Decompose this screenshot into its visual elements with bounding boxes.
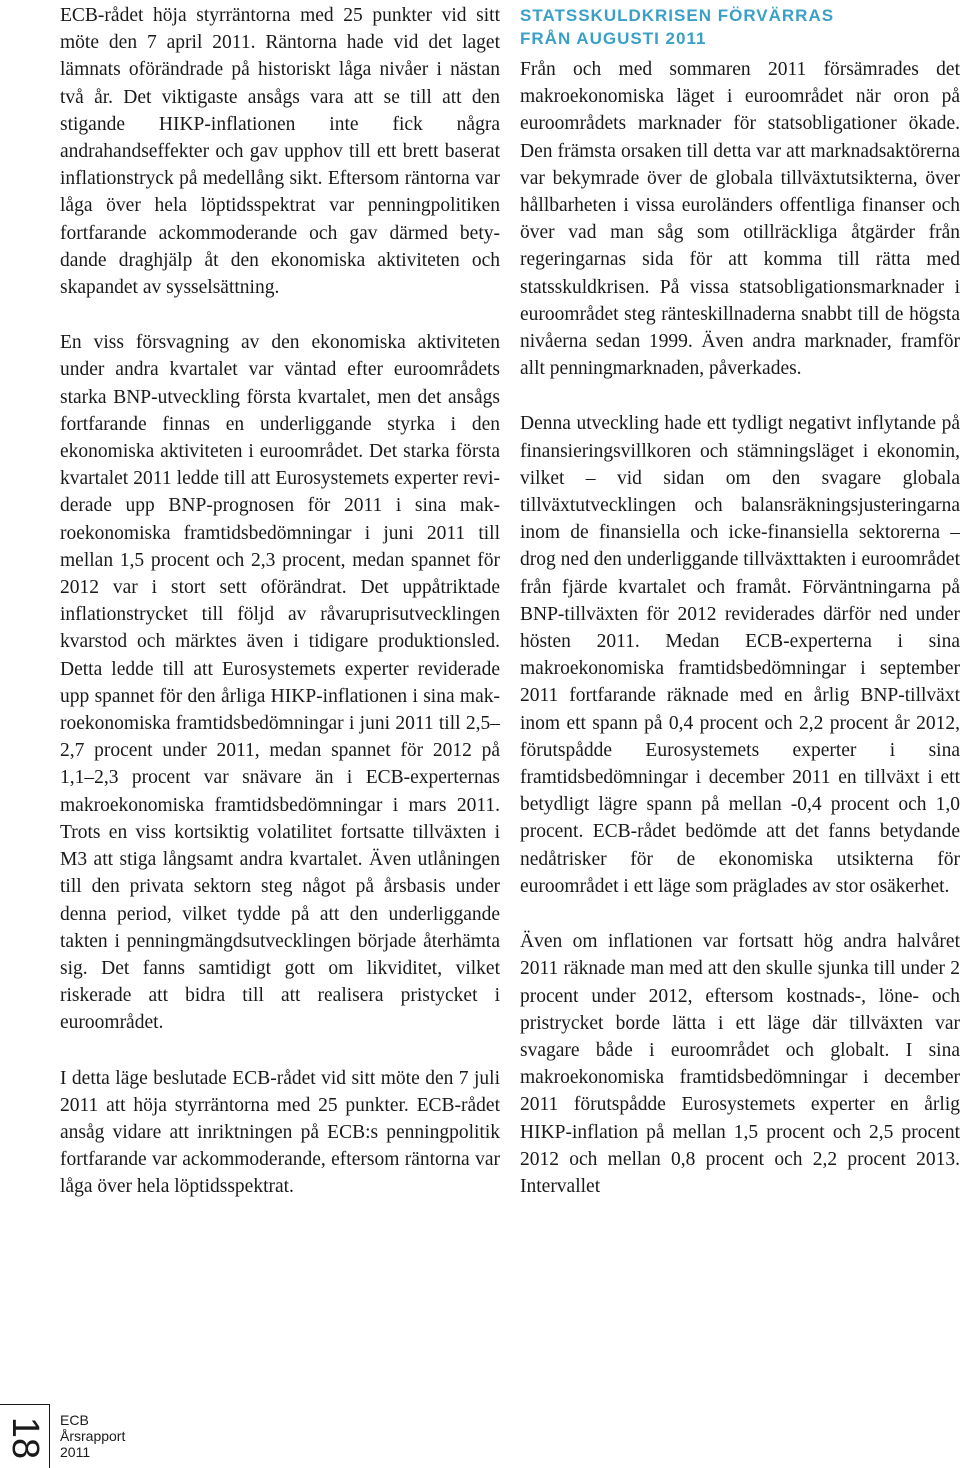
right-column [520,0,960,1228]
left-column [60,0,500,1229]
section-heading [520,4,960,50]
page-number-box [0,1404,50,1468]
report-year: 2011 [60,1444,91,1460]
report-title: Årsrapport [60,1428,126,1444]
paragraph-ecb-april-hike: ECB-rådet höja styrräntorna med 25 punkter vid sitt möte den 7 april 2011. Räntorna hade vid det laget lämnats oförändrade på historiskt låga nivåer i nästan två år. Det viktigaste ansågs vara att se till att den stigande HIKP-inflationen inte fick några andrahandseffekter och gav upphov till ett brett baserat inflationstryck på medellång sikt. Eftersom räntorna var låga över hela löptidsspektrat var penningpolitiken fortfarande ackommoderande och gav därmed betydande draghjälp åt den ekonomiska aktiviteten och skapandet av sysselsättning. [60,5,500,299]
paragraph-financing-conditions: Denna utveckling hade ett tydligt negativt inflytande på finansieringsvillkoren och stämningsläget i ekonomin, vilket – vid sidan om den svagare globala tillväxtutvecklingen och balansräkningsjusteringarna inom de finansiella och icke-finansiella sektorerna – drog ned den underliggande tillväxttakten i euroområdet från fjärde kvartalet och framåt. Förväntningarna på BNP-tillväxten för 2012 reviderades därför ned under hösten 2011. Medan ECB-experterna i sina makroekonomiska framtidsbedömningar i september 2011 fortfarande räknade med en årlig BNP-tillväxt inom ett spann på 0,4 procent och 2,2 procent år 2012, förutspådde Eurosystemets experter i sina framtidsbedömningar i december 2011 en tillväxt i ett betydligt lägre spann på mellan -0,4 procent och 1,0 procent. ECB-rådet bedömde att det fanns betydande nedåtrisker för de ekonomiska utsikterna för euroområdet i ett läge som präglades av stor osäkerhet. [520,413,960,897]
section-heading-line2: FRÅN AUGUSTI 2011 [520,29,707,48]
page-footer [0,1404,960,1468]
section-heading-line1: STATSSKULDKRISEN FÖRVÄRRAS [520,6,835,25]
paragraph-q2-weakening: En viss försvagning av den ekonomiska aktiviteten under andra kvartalet var väntad efter euroområdets starka BNP-utveckling första kvartalet, men det ansågs fortfarande finnas en underliggande styrka i den ekonomiska aktiviteten i euroområdet. Det starka första kvartalet 2011 ledde till att Eurosystemets experter reviderade upp BNP-prognosen för 2011 i sina makroekonomiska framtidsbedömningar i juni 2011 till mellan 1,5 procent och 2,3 procent, medan spannet för 2012 var i stort sett oförändrat. Det uppåtriktade inflationstrycket till följd av råvaruprisutvecklingen kvarstod och märktes även i tidigare produktionsled. Detta ledde till att Eurosystemets experter reviderade upp spannet för den årliga HIKP-inflationen i sina makroekonomiska framtidsbedömningar i juni 2011 till 2,5–2,7 procent under 2011, medan spannet för 2012 på 1,1–2,3 procent var snävare än i ECB-experternas makroekonomiska framtidsbedömningar i mars 2011. Trots en viss kortsiktig volatilitet fortsatte tillväxten i M3 att stiga långsamt andra kvartalet. Även utlåningen till den privata sektorn steg något på årsbasis under denna period, vilket tydde på att den underliggande takten i penningmängdsutvecklingen började återhämta sig. Det fanns samtidigt gott om likviditet, vilket riskerade att bidra till att realisera pristycket i euroområdet. [60,332,500,1034]
publication-label [60,1412,125,1460]
publisher-name: ECB [60,1412,89,1428]
page-number: 18 [4,1416,46,1460]
paragraph-summer-deterioration: Från och med sommaren 2011 försämrades det makroekonomiska läget i euroområdet när oron på euroområdets marknader för statsobligationer ökade. Den främsta orsaken till detta var att marknadsaktörerna var bekymrade över de globala tillväxtutsikterna, över hållbarheten i vissa euroländers offentliga finanser och över vad man såg som otillräckliga åtgärder från regeringarnas sida för att komma till rätta med statsskuldkrisen. På vissa statsobligationsmarknader i euroområdet steg ränteskillnaderna snabbt till de högsta nivåerna sedan 1999. Även andra marknader, framför allt penningmarknaden, påverkades. [520,59,960,380]
paragraph-inflation-outlook: Även om inflationen var fortsatt hög andra halvåret 2011 räknade man med att den skulle sjunka till under 2 procent under 2012, eftersom kostnads-, löne- och pristrycket borde lätta i ett läge där tillväxten var svagare både i euroområdet och globalt. I sina makroekonomiska framtidsbedömningar i december 2011 förutspådde Eurosystemets experter en årlig HIKP-inflation på mellan 1,5 procent och 2,5 procent 2012 och mellan 0,8 procent och 2,2 procent 2013. Intervallet [520,931,960,1197]
paragraph-july-decision: I detta läge beslutade ECB-rådet vid sitt möte den 7 juli 2011 att höja styrräntorna med 25 punkter. ECB-rådet ansåg vidare att inriktningen på ECB:s penningpolitik fortfarande var ackommoderande, eftersom räntorna var låga över hela löptidsspektrat. [60,1067,500,1198]
